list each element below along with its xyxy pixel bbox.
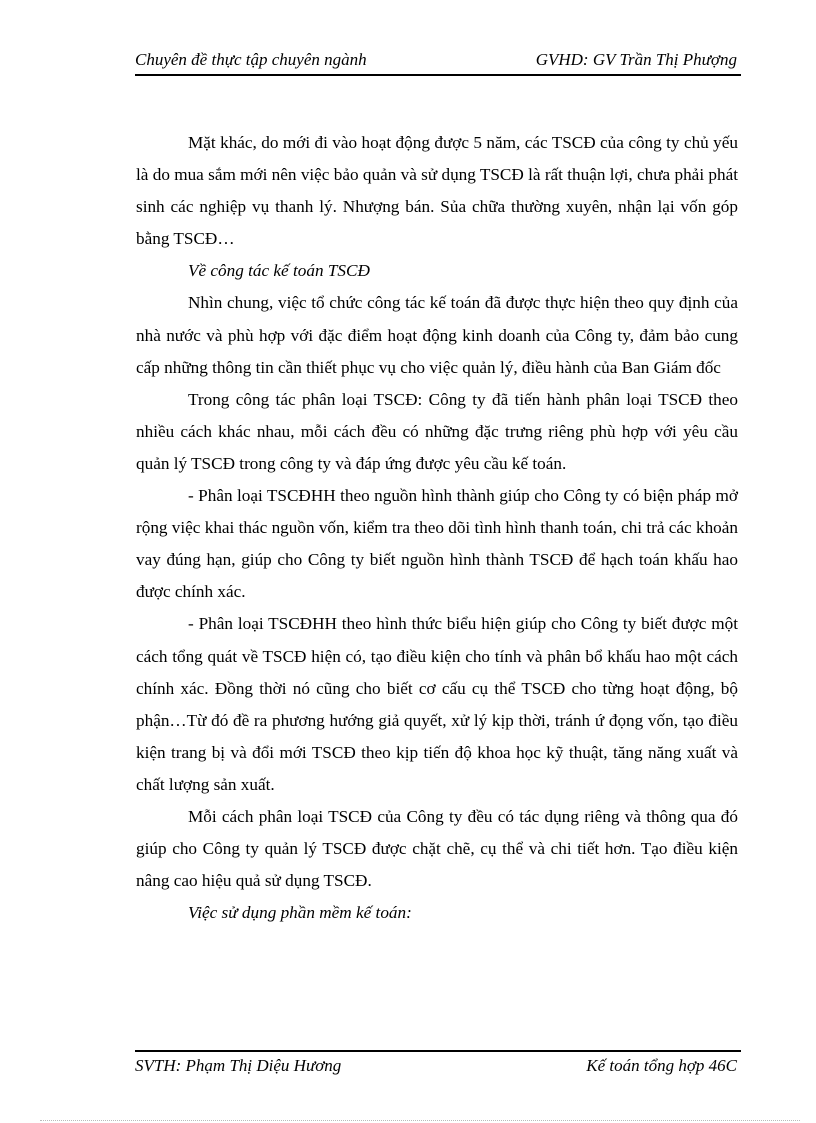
document-body	[136, 127, 738, 929]
footer-student-name: SVTH: Phạm Thị Diệu Hương	[135, 1056, 342, 1075]
footer-class-name: Kế toán tổng hợp 46C	[586, 1056, 737, 1075]
paragraph-classification-benefit: Mỗi cách phân loại TSCĐ của Công ty đều có tác dụng riêng và thông qua đó giúp cho Công ty quản lý TSCĐ được chặt chẽ, cụ thể và chi tiết hơn. Tạo điều kiện nâng cao hiệu quả sử dụng TSCĐ.	[136, 806, 738, 891]
page-bottom-divider	[40, 1120, 800, 1121]
header-supervisor: GVHD: GV Trần Thị Phượng	[535, 50, 737, 69]
page-header	[135, 48, 741, 76]
page-footer	[135, 1050, 741, 1080]
paragraph-classification: Trong công tác phân loại TSCĐ: Công ty đã tiến hành phân loại TSCĐ theo nhiều cách khác nhau, mỗi cách đều có những đặc trưng riêng phù hợp với yêu cầu quản lý TSCĐ trong công ty và đáp ứng được yêu cầu kế toán.	[136, 389, 738, 473]
header-course-title: Chuyên đề thực tập chuyên ngành	[135, 50, 367, 69]
section-heading-asset-accounting: Về công tác kế toán TSCĐ	[188, 261, 370, 281]
paragraph-classification-by-source: - Phân loại TSCĐHH theo nguồn hình thành giúp cho Công ty có biện pháp mở rộng việc khai thác nguồn vốn, kiểm tra theo dõi tình hình thanh toán, chi trả các khoản vay đúng hạn, giúp cho Công ty biết nguồn hình thành TSCĐ để hạch toán khấu hao được chính xác.	[136, 486, 738, 602]
paragraph-asset-status: Mặt khác, do mới đi vào hoạt động được 5 năm, các TSCĐ của công ty chủ yếu là do mua sắm mới nên việc bảo quản và sử dụng TSCĐ là rất thuận lợi, chưa phải phát sinh các nghiệp vụ thanh lý. Nhượng bán. Sủa chữa thường xuyên, nhận lại vốn góp bằng TSCĐ…	[136, 133, 738, 249]
section-heading-accounting-software: Việc sử dụng phần mềm kế toán:	[188, 903, 412, 923]
paragraph-general-assessment: Nhìn chung, việc tổ chức công tác kế toán đã được thực hiện theo quy định của nhà nước và phù hợp với đặc điểm hoạt động kinh doanh của Công ty, đảm bảo cung cấp những thông tin cần thiết phục vụ cho việc quản lý, điều hành của Ban Giám đốc	[136, 293, 738, 377]
paragraph-classification-by-form: - Phân loại TSCĐHH theo hình thức biểu hiện giúp cho Công ty biết được một cách tổng quát về TSCĐ hiện có, tạo điều kiện cho tính và phân bổ khấu hao một cách chính xác. Đồng thời nó cũng cho biết cơ cấu cụ thể TSCĐ cho từng hoạt động, bộ phận…Từ đó đề ra phương hướng giả quyết, xử lý kịp thời, tránh ứ đọng vốn, tạo điều kiện trang bị và đổi mới TSCĐ theo kịp tiến độ khoa học kỹ thuật, tăng năng xuất và chất lượng sản xuất.	[136, 614, 738, 794]
